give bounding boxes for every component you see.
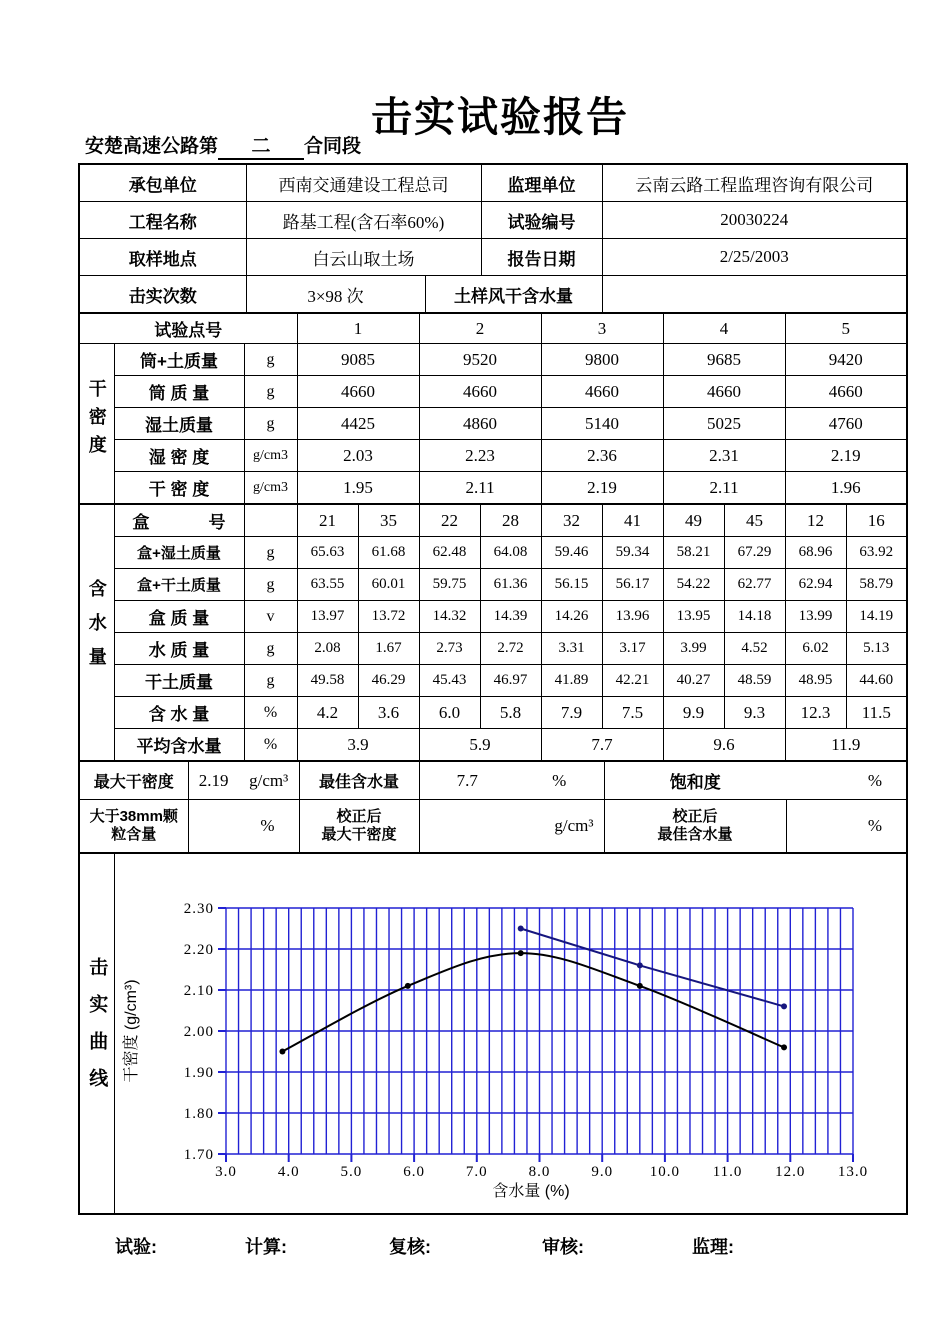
corrected-density-unit: g/cm³ (419, 800, 604, 854)
report-tables (78, 165, 906, 1215)
opt-water-cell (419, 761, 604, 800)
row-label: 筒 质 量 (114, 376, 244, 408)
svg-text:1.80: 1.80 (183, 1106, 214, 1122)
data-cell: 14.19 (846, 601, 907, 633)
data-cell: 4660 (541, 376, 663, 408)
unit-cell: g (244, 376, 297, 408)
data-cell: 13.99 (785, 601, 846, 633)
svg-text:2.30: 2.30 (183, 901, 214, 917)
data-cell: 13.97 (297, 601, 358, 633)
sampling-site-label: 取样地点 (79, 239, 246, 276)
row-label: 盒 质 量 (114, 601, 244, 633)
svg-text:1.90: 1.90 (183, 1065, 214, 1081)
data-cell: 12 (785, 504, 846, 537)
data-cell: 62.77 (724, 569, 785, 601)
data-cell: 59.75 (419, 569, 480, 601)
max-dry-density-unit: g/cm³ (249, 770, 289, 790)
test-point-4: 4 (663, 313, 785, 344)
dry-density-section-label: 干密度 (86, 379, 107, 463)
signature-footer (78, 1233, 906, 1263)
row-label: 湿 密 度 (114, 440, 244, 472)
data-cell: 64.08 (480, 537, 541, 569)
row-label: 干 密 度 (114, 472, 244, 505)
test-point-label: 试验点号 (79, 313, 297, 344)
report-date-label: 报告日期 (481, 239, 602, 276)
data-cell: 2.11 (663, 472, 785, 505)
row-label: 盒+干土质量 (114, 569, 244, 601)
row-label: 盒+湿土质量 (114, 537, 244, 569)
row-label: 干土质量 (114, 665, 244, 697)
data-cell: 9420 (785, 344, 907, 376)
unit-cell: g (244, 569, 297, 601)
unit-cell: g (244, 633, 297, 665)
corrected-density-label: 校正后 最大干密度 (299, 800, 419, 854)
unit-cell: % (244, 729, 297, 762)
row-label: 筒+土质量 (114, 344, 244, 376)
chart-section-cell (79, 853, 114, 1214)
data-cell: 65.63 (297, 537, 358, 569)
footer-item-calculate: 计算: (245, 1237, 287, 1257)
data-cell: 21 (297, 504, 358, 537)
water-content-section-label: 含水量 (86, 579, 107, 681)
data-cell: 1.95 (297, 472, 419, 505)
subtitle-suffix: 合同段 (304, 136, 362, 157)
report-date-value: 2/25/2003 (602, 239, 907, 276)
svg-text:6.0: 6.0 (402, 1164, 425, 1180)
unit-cell: g (244, 665, 297, 697)
data-cell: 2.08 (297, 633, 358, 665)
data-cell: 22 (419, 504, 480, 537)
blow-count-value: 3×98 次 (246, 276, 425, 314)
saturation-unit: % (786, 761, 907, 800)
data-cell: 2.11 (419, 472, 541, 505)
data-cell: 4660 (663, 376, 785, 408)
gt38-label: 大于38mm颗 粒含量 (79, 800, 188, 854)
data-cell: 14.26 (541, 601, 602, 633)
data-cell: 11.5 (846, 697, 907, 729)
data-cell: 5.13 (846, 633, 907, 665)
air-dry-water-label: 土样风干含水量 (425, 276, 602, 314)
data-cell: 48.95 (785, 665, 846, 697)
data-cell: 62.48 (419, 537, 480, 569)
svg-text:4.0: 4.0 (277, 1164, 300, 1180)
data-cell: 4660 (297, 376, 419, 408)
data-cell: 2.19 (785, 440, 907, 472)
data-cell: 13.72 (358, 601, 419, 633)
summary-table (78, 760, 908, 854)
data-cell: 4425 (297, 408, 419, 440)
svg-text:2.00: 2.00 (183, 1024, 214, 1040)
svg-text:9.0: 9.0 (591, 1164, 613, 1180)
data-cell: 49.58 (297, 665, 358, 697)
max-dry-density-label: 最大干密度 (79, 761, 188, 800)
svg-text:5.0: 5.0 (340, 1164, 363, 1180)
max-dry-density-cell (188, 761, 299, 800)
footer-item-test: 试验: (115, 1237, 157, 1257)
svg-text:8.0: 8.0 (528, 1164, 551, 1180)
data-cell: 4660 (785, 376, 907, 408)
blow-count-label: 击实次数 (79, 276, 246, 314)
sampling-site-value: 白云山取土场 (246, 239, 481, 276)
subtitle (85, 131, 361, 160)
svg-text:干密度 (g/cm³): 干密度 (g/cm³) (122, 979, 140, 1083)
row-label: 含 水 量 (114, 697, 244, 729)
data-cell: 13.95 (663, 601, 724, 633)
data-cell: 9.3 (724, 697, 785, 729)
unit-cell: g (244, 344, 297, 376)
data-cell: 32 (541, 504, 602, 537)
supervisor-value: 云南云路工程监理咨询有限公司 (602, 164, 907, 202)
contract-section-blank: 二 (218, 131, 304, 160)
data-cell: 1.67 (358, 633, 419, 665)
svg-text:3.0: 3.0 (214, 1164, 237, 1180)
unit-cell: g (244, 537, 297, 569)
svg-text:2.20: 2.20 (183, 942, 214, 958)
test-point-3: 3 (541, 313, 663, 344)
data-cell: 14.32 (419, 601, 480, 633)
footer-item-review: 审核: (542, 1237, 584, 1257)
data-cell: 40.27 (663, 665, 724, 697)
max-dry-density-value: 2.19 (198, 770, 229, 790)
svg-text:10.0: 10.0 (649, 1164, 680, 1180)
test-point-2: 2 (419, 313, 541, 344)
data-cell: 5025 (663, 408, 785, 440)
dry-density-section-cell (79, 344, 114, 505)
data-cell: 7.9 (541, 697, 602, 729)
data-cell: 59.46 (541, 537, 602, 569)
unit-cell: g/cm3 (244, 440, 297, 472)
corrected-water-unit: % (786, 800, 907, 854)
data-cell: 3.31 (541, 633, 602, 665)
data-cell: 1.96 (785, 472, 907, 505)
footer-item-recheck: 复核: (389, 1237, 431, 1257)
contractor-label: 承包单位 (79, 164, 246, 202)
test-point-5: 5 (785, 313, 907, 344)
svg-text:1.70: 1.70 (183, 1147, 214, 1163)
svg-text:2.10: 2.10 (183, 983, 214, 999)
test-point-1: 1 (297, 313, 419, 344)
data-cell: 2.73 (419, 633, 480, 665)
data-cell: 16 (846, 504, 907, 537)
row-label: 水 质 量 (114, 633, 244, 665)
data-cell: 41.89 (541, 665, 602, 697)
data-cell: 9520 (419, 344, 541, 376)
data-cell: 2.36 (541, 440, 663, 472)
data-cell: 3.99 (663, 633, 724, 665)
compaction-chart (116, 854, 905, 1208)
data-cell: 4660 (419, 376, 541, 408)
project-name-label: 工程名称 (79, 202, 246, 239)
saturation-label: 饱和度 (604, 761, 786, 800)
unit-cell: v (244, 601, 297, 633)
info-table (78, 163, 908, 314)
data-cell: 9085 (297, 344, 419, 376)
data-cell: 14.39 (480, 601, 541, 633)
data-cell: 63.92 (846, 537, 907, 569)
air-dry-water-value (602, 276, 907, 314)
row-label: 盒 号 (114, 504, 244, 537)
data-cell: 12.3 (785, 697, 846, 729)
opt-water-unit: % (552, 770, 567, 790)
data-cell: 13.96 (602, 601, 663, 633)
data-cell: 5.8 (480, 697, 541, 729)
data-cell: 6.0 (419, 697, 480, 729)
data-cell: 4.52 (724, 633, 785, 665)
data-cell: 2.03 (297, 440, 419, 472)
data-cell: 45 (724, 504, 785, 537)
data-cell: 46.97 (480, 665, 541, 697)
data-cell: 63.55 (297, 569, 358, 601)
data-cell: 4.2 (297, 697, 358, 729)
avg-cell: 11.9 (785, 729, 907, 762)
data-cell: 68.96 (785, 537, 846, 569)
data-cell: 56.17 (602, 569, 663, 601)
project-name-value: 路基工程(含石率60%) (246, 202, 481, 239)
unit-cell (244, 504, 297, 537)
svg-text:11.0: 11.0 (712, 1164, 743, 1180)
page-title: 击实试验报告 (371, 94, 629, 140)
data-cell: 2.19 (541, 472, 663, 505)
svg-text:含水量 (%): 含水量 (%) (492, 1183, 570, 1200)
data-cell: 62.94 (785, 569, 846, 601)
data-cell: 41 (602, 504, 663, 537)
data-cell: 9800 (541, 344, 663, 376)
data-cell: 7.5 (602, 697, 663, 729)
data-cell: 9685 (663, 344, 785, 376)
corrected-water-label: 校正后 最佳含水量 (604, 800, 786, 854)
unit-cell: g (244, 408, 297, 440)
avg-cell: 9.6 (663, 729, 785, 762)
test-number-label: 试验编号 (481, 202, 602, 239)
data-cell: 49 (663, 504, 724, 537)
chart-table (78, 852, 908, 1215)
opt-water-value: 7.7 (456, 770, 478, 790)
measurements-table (78, 312, 908, 762)
data-cell: 67.29 (724, 537, 785, 569)
data-cell: 2.72 (480, 633, 541, 665)
data-cell: 9.9 (663, 697, 724, 729)
contractor-value: 西南交通建设工程总司 (246, 164, 481, 202)
supervisor-label: 监理单位 (481, 164, 602, 202)
row-label: 湿土质量 (114, 408, 244, 440)
data-cell: 4860 (419, 408, 541, 440)
data-cell: 61.36 (480, 569, 541, 601)
chart-area (114, 853, 907, 1214)
data-cell: 4760 (785, 408, 907, 440)
data-cell: 61.68 (358, 537, 419, 569)
data-cell: 45.43 (419, 665, 480, 697)
footer-item-supervise: 监理: (692, 1237, 734, 1257)
unit-cell: % (244, 697, 297, 729)
chart-section-label: 击实曲线 (86, 957, 108, 1105)
water-content-section-cell (79, 504, 114, 761)
data-cell: 46.29 (358, 665, 419, 697)
svg-text:7.0: 7.0 (465, 1164, 488, 1180)
data-cell: 14.18 (724, 601, 785, 633)
opt-water-label: 最佳含水量 (299, 761, 419, 800)
svg-text:13.0: 13.0 (837, 1164, 868, 1180)
data-cell: 56.15 (541, 569, 602, 601)
data-cell: 48.59 (724, 665, 785, 697)
data-cell: 28 (480, 504, 541, 537)
avg-row-label: 平均含水量 (114, 729, 244, 762)
data-cell: 35 (358, 504, 419, 537)
avg-cell: 3.9 (297, 729, 419, 762)
data-cell: 2.31 (663, 440, 785, 472)
data-cell: 3.6 (358, 697, 419, 729)
data-cell: 3.17 (602, 633, 663, 665)
avg-cell: 5.9 (419, 729, 541, 762)
data-cell: 5140 (541, 408, 663, 440)
data-cell: 44.60 (846, 665, 907, 697)
unit-cell: g/cm3 (244, 472, 297, 505)
data-cell: 58.21 (663, 537, 724, 569)
svg-text:12.0: 12.0 (774, 1164, 806, 1180)
data-cell: 58.79 (846, 569, 907, 601)
data-cell: 6.02 (785, 633, 846, 665)
data-cell: 59.34 (602, 537, 663, 569)
avg-cell: 7.7 (541, 729, 663, 762)
data-cell: 42.21 (602, 665, 663, 697)
test-number-value: 20030224 (602, 202, 907, 239)
subtitle-prefix: 安楚高速公路第 (85, 136, 219, 157)
gt38-unit: % (188, 800, 299, 854)
data-cell: 2.23 (419, 440, 541, 472)
data-cell: 54.22 (663, 569, 724, 601)
data-cell: 60.01 (358, 569, 419, 601)
